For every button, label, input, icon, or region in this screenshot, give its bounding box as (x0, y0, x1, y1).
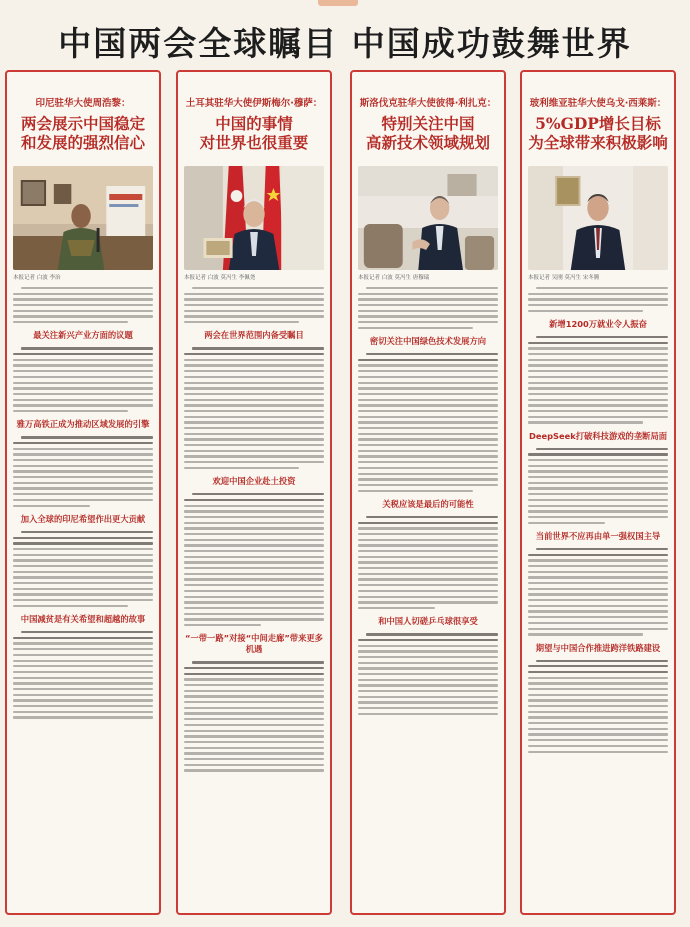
subheading: 当前世界不应再由单一强权国主导 (535, 530, 661, 541)
article-kicker: 土耳其驻华大使伊斯梅尔·穆萨： (185, 98, 323, 109)
body-text (184, 287, 324, 323)
article-kicker: 玻利维亚驻华大使乌戈·西莱斯： (529, 98, 667, 109)
subheading: 中国减贫是有关希望和超越的故事 (20, 614, 146, 625)
ambassador-photo (528, 166, 668, 270)
body-text (13, 436, 153, 507)
article-title-line: 中国的事情 (215, 114, 293, 133)
article-title-line: 高新技术领域规划 (365, 133, 490, 152)
subheading: 加入全球的印尼希望作出更大贡献 (20, 513, 146, 524)
body-text (13, 347, 153, 412)
body-text (358, 287, 498, 329)
byline: 本报记者 白波 莫冯生 李佩尧 (184, 275, 256, 281)
article-title-line: 特别关注中国 (381, 114, 475, 133)
byline: 本报记者 白波 李治 (13, 275, 61, 281)
article-slovakia (350, 70, 506, 915)
article-title-line: 为全球带来积极影响 (528, 133, 668, 152)
article-title-line: 对世界也很重要 (199, 133, 309, 152)
article-kicker: 斯洛伐克驻华大使彼得·利扎克： (359, 98, 497, 109)
subheading: 新增1200万就业令人振奋 (549, 319, 647, 330)
byline: 本报记者 白波 莫冯生 唐穆瑞 (358, 275, 430, 281)
ambassador-photo (184, 166, 324, 270)
subheading: DeepSeek打破科技游戏的垄断局面 (528, 430, 668, 441)
article-kicker: 印尼驻华大使周浩黎： (35, 98, 131, 109)
article-title (528, 114, 668, 152)
subheading: 两会在世界范围内备受瞩目 (204, 330, 304, 341)
page-headline: 中国两会全球瞩目 中国成功鼓舞世界 (58, 24, 632, 63)
masthead-tab-decoration (318, 0, 358, 6)
article-title-line: 5%GDP增长目标 (535, 114, 661, 133)
body-text (184, 493, 324, 626)
article-title (184, 114, 324, 152)
body-text (358, 633, 498, 715)
article-title-line: 两会展示中国稳定 (20, 114, 145, 133)
article-turkey (176, 70, 332, 915)
article-title (358, 114, 498, 152)
subheading: 关税应该是最后的可能性 (382, 498, 474, 509)
body-text (528, 448, 668, 524)
body-text (358, 516, 498, 609)
subheading: 最关注新兴产业方面的议题 (33, 330, 133, 341)
ambassador-photo (13, 166, 153, 270)
body-text (13, 631, 153, 719)
article-title-line: 和发展的强烈信心 (20, 133, 145, 152)
body-text (528, 660, 668, 753)
body-text (184, 661, 324, 771)
article-indonesia (5, 70, 161, 915)
subheading: 雅万高铁正成为推动区域发展的引擎 (16, 419, 150, 430)
body-text (528, 336, 668, 424)
subheading: 期望与中国合作推进跨洋铁路建设 (535, 642, 661, 653)
body-text (13, 287, 153, 323)
subheading: 和中国人切磋乒乓球很享受 (378, 616, 478, 627)
subheading: 欢迎中国企业赴土投资 (212, 476, 296, 487)
body-text (528, 548, 668, 636)
body-text (528, 287, 668, 312)
byline: 本报记者 吴刚 莫冯生 宋冬腾 (528, 275, 600, 281)
subheading: “一带一路”对接“中间走廊”带来更多机遇 (185, 633, 323, 655)
body-text (13, 531, 153, 607)
body-text (358, 353, 498, 492)
article-bolivia (520, 70, 676, 915)
ambassador-photo (358, 166, 498, 270)
body-text (184, 347, 324, 469)
article-title (13, 114, 153, 152)
subheading: 密切关注中国绿色技术发展方向 (369, 336, 487, 347)
